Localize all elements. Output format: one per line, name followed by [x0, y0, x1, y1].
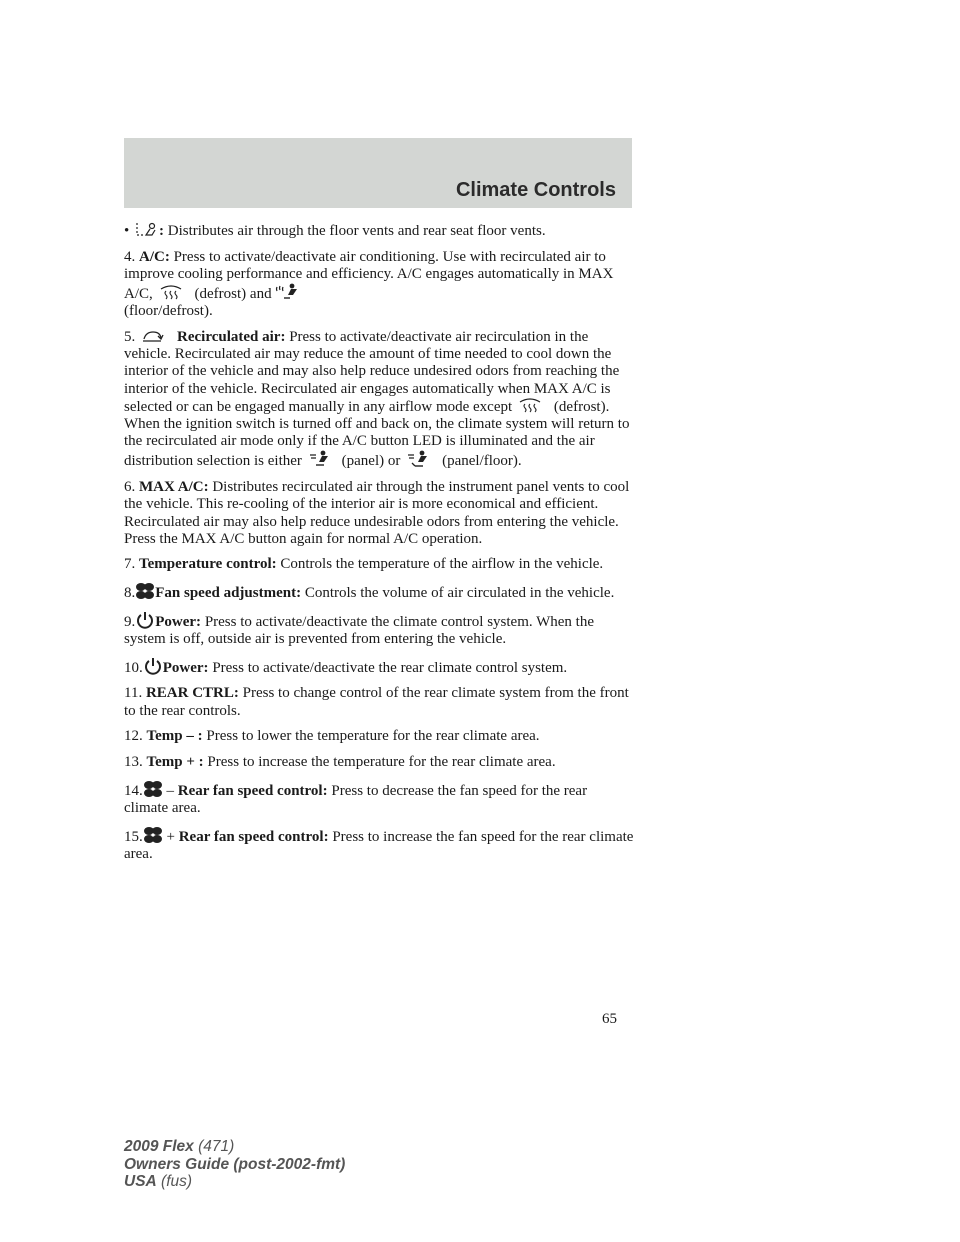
item-rear-power: 10. Power: Press to activate/deactivate the rear climate control system. [124, 657, 634, 677]
defrost-icon [518, 398, 542, 414]
item-rear-fan-plus: 15. + Rear fan speed control: Press to increase the fan speed for the rear climate area. [124, 826, 634, 863]
power-icon [143, 657, 163, 675]
item-temp-plus: 13. Temp + : Press to increase the temperature for the rear climate area. [124, 754, 556, 771]
fan-icon [135, 582, 155, 600]
item-recirculated-air: 5. Recirculated air: Press to activate/deactivate air recirculation in the vehicle. Recirculated air may reduce the amount of time needed to cool down the interior of the vehicle and may also help reduce undesired odors from reaching the interior of the vehicle. Recirculated air engages automatically when MAX A/C is selected or can be engaged manually in any airflow mode except (defrost). When the ignition switch is turned off and back on, the climate system will return to the recirculated air mode only if the A/C button LED is illuminated and the air distribution selection is either (panel) or (panel/floor). [124, 329, 630, 470]
panel-vent-icon [308, 450, 330, 468]
item-temp-minus: 12. Temp – : Press to lower the temperature for the rear climate area. [124, 728, 540, 745]
item-floor: • : Distributes air through the floor vents and rear seat floor vents. [124, 223, 546, 239]
item-rear-ctrl: 11. REAR CTRL: Press to change control of the rear climate system from the front to the rear controls. [124, 685, 629, 719]
section-title: Climate Controls [455, 179, 616, 201]
floor-defrost-icon [275, 283, 299, 301]
fan-icon [143, 780, 163, 798]
manual-content [124, 222, 634, 872]
recirculation-icon [141, 330, 165, 344]
item-ac: 4. A/C: Press to activate/deactivate air conditioning. Use with recirculated air to improve cooling performance and efficiency. A/C engages automatically in MAX A/C, (defrost) and (floor/defrost). [124, 248, 614, 320]
defrost-icon [159, 285, 183, 301]
fan-icon [143, 826, 163, 844]
floor-vent-icon [133, 222, 159, 238]
item-power: 9. Power: Press to activate/deactivate the climate control system. When the system is off, outside air is prevented from entering the vehicle. [124, 611, 634, 648]
power-icon [135, 611, 155, 629]
item-rear-fan-minus: 14. – Rear fan speed control: Press to decrease the fan speed for the rear climate area. [124, 780, 634, 817]
item-max-ac: 6. MAX A/C: Distributes recirculated air through the instrument panel vents to cool the vehicle. This re-cooling of the interior air is more economical and efficient. Recirculated air may also help reduce undesirable odors from entering the vehicle. Press the MAX A/C button again for normal A/C operation. [124, 479, 630, 547]
item-fan-speed: 8. Fan speed adjustment: Controls the volume of air circulated in the vehicle. [124, 582, 634, 602]
panel-floor-vent-icon [406, 450, 430, 468]
footer-document-info: 2009 Flex (471) Owners Guide (post-2002-fmt) USA (fus) [124, 1138, 346, 1190]
page-number: 65 [602, 1011, 617, 1027]
section-header-band [124, 138, 632, 208]
item-temperature-control: 7. Temperature control: Controls the temperature of the airflow in the vehicle. [124, 556, 604, 573]
